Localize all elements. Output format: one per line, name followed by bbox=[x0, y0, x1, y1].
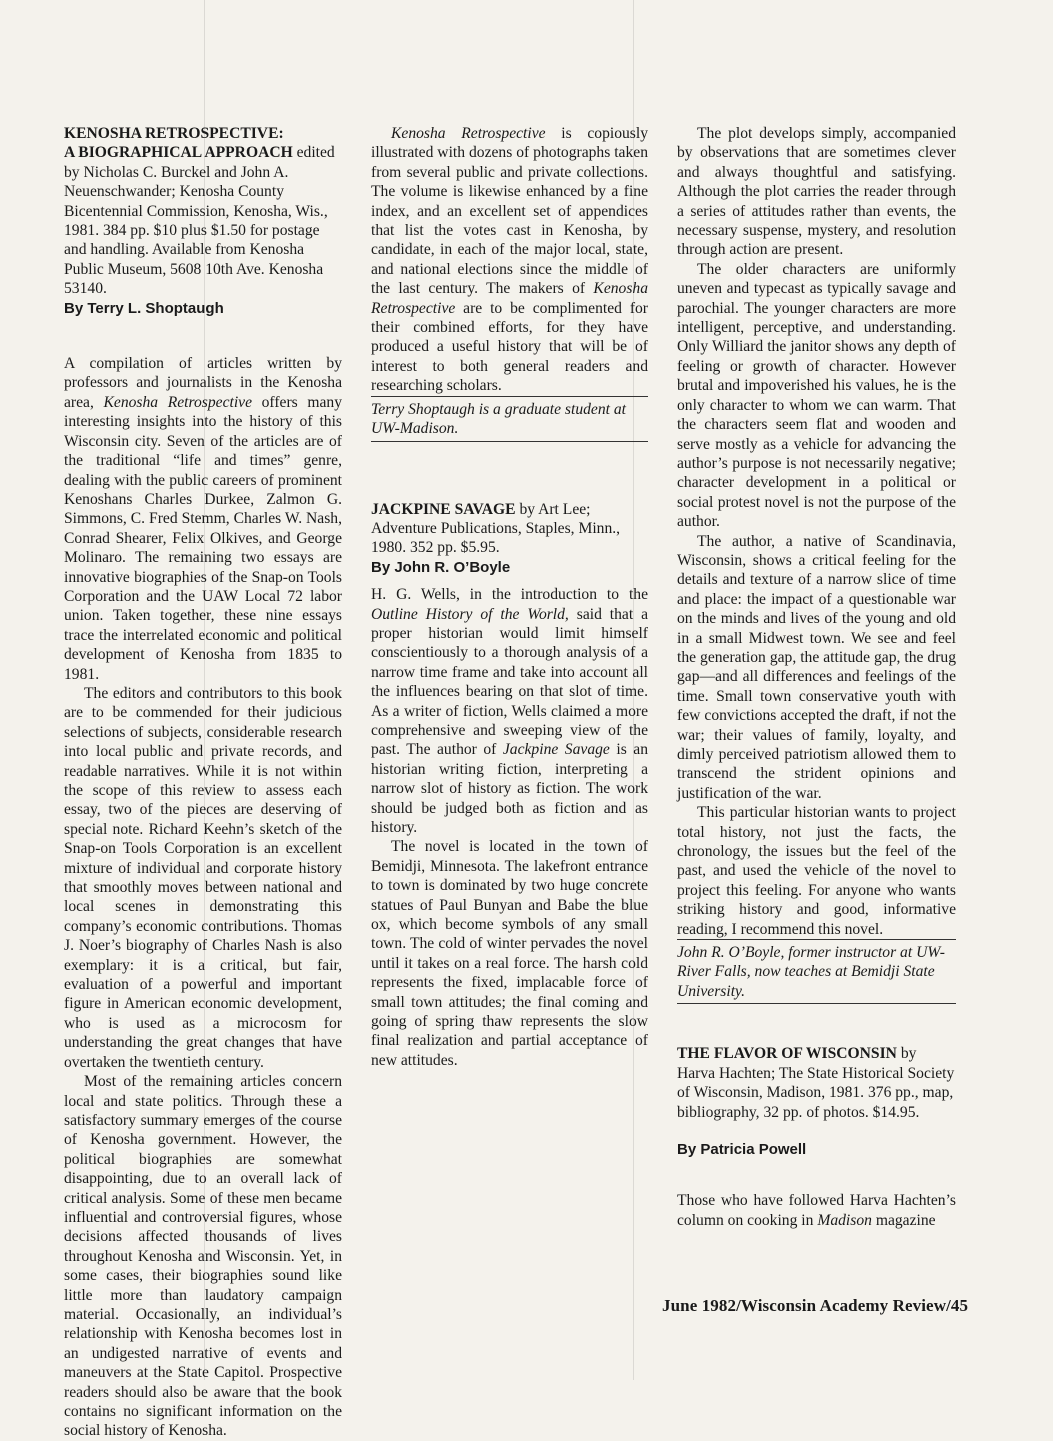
paragraph: A compilation of articles written by professors and journalists in the Kenosha area, Kenosha Retrospective offers many interesting insights into the history of this Wisconsin city. Seven of the articles are of the traditional “life and times” genre, dealing with the public careers of prominent Kenoshans Charles Durkee, Zalmon G. Simmons, C. Fred Stemm, Charles W. Nash, Conrad Shearer, Felix Olkives, and George Molinaro. The remaining two essays are innovative biographies of the Snap-on Tools Corporation and the UAW Local 72 labor union. Taken together, these nine essays trace the interrelated economic and political development of Kenosha from 1835 to 1981. bbox=[64, 355, 342, 683]
book-details: edited by Nicholas C. Burckel and John A. Neuenschwander; Kenosha County Bicentennial Commission, Kenosha, Wis., 1981. 384 pp. $10 plus $1.50 for postage and handling. Available from Kenosha Public Museum, 5608 10th Ave. Kenosha 53140. bbox=[64, 144, 335, 298]
book-title: A BIOGRAPHICAL APPROACH bbox=[64, 144, 293, 162]
reviewer-note: Terry Shoptaugh is a graduate student at UW-Madison. bbox=[371, 396, 648, 442]
book-details: by Harva Hachten; The State Historical Society of Wisconsin, Madison, 1981. 376 pp., map, bibliography, 32 pp. of photos. $14.95. bbox=[677, 1045, 955, 1121]
byline: By Terry L. Shoptaugh bbox=[64, 299, 224, 317]
paragraph: This particular historian wants to project total history, not just the facts, the chronology, the issues but the feel of the past, and used the vehicle of the novel to project this feeling. For anyone who wants striking history and good, informative reading, I recommend this novel. bbox=[677, 804, 956, 938]
book-title: THE FLAVOR OF WISCONSIN bbox=[677, 1045, 897, 1063]
byline: By John R. O’Boyle bbox=[371, 558, 511, 576]
column-3 bbox=[677, 124, 956, 1230]
paragraph: The novel is located in the town of Bemidji, Minnesota. The lakefront entrance to town is dominated by two huge concrete statues of Paul Bunyan and Babe the blue ox, which become symbols of any small town. The cold of winter pervades the novel until it takes on a real force. The harsh cold represents the fixed, implacable force of small town attitudes; the final coming and going of spring thaw represents the slow final realization and partial acceptance of new attitudes. bbox=[371, 838, 648, 1069]
book-details: by Art Lee; Adventure Publications, Staples, Minn., 1980. 352 pp. $5.95. bbox=[371, 500, 621, 557]
review-heading bbox=[371, 500, 648, 558]
column-1 bbox=[64, 124, 342, 1441]
paragraph: The older characters are uniformly uneven and typecast as typically savage and parochial. The younger characters are more intelligent, perceptive, and understanding. Only Williard the janitor shows any depth of feeling or growth of character. However brutal and impoverished his values, he is the only character to whom we can warm. That the characters seem flat and wooden and serve mostly as a vehicle for advancing the author’s purpose is not necessarily negative; character development in a political or social protest novel is not the purpose of the author. bbox=[677, 260, 956, 531]
paragraph: The editors and contributors to this book are to be commended for their judicious selections of subjects, considerable research into local public and private records, and readable narratives. While it is not within the scope of this review to assess each essay, two of the pieces are deserving of special note. Richard Keehn’s sketch of the Snap-on Tools Corporation is an excellent mixture of individual and corporate history that smoothly moves between national and local scenes in demonstrating this company’s economic contributions. Thomas J. Noer’s biography of Charles Nash is also exemplary: it is a critical, but fair, evaluation of a powerful and important figure in American economic development, who is used as a microcosm for understanding the great changes that have overtaken the twentieth century. bbox=[64, 684, 342, 1071]
book-title: KENOSHA RETROSPECTIVE: bbox=[64, 125, 284, 142]
book-title: JACKPINE SAVAGE bbox=[371, 500, 516, 518]
review-heading bbox=[64, 124, 342, 299]
review-heading bbox=[677, 1044, 956, 1122]
page-footer: June 1982/Wisconsin Academy Review/45 bbox=[662, 1296, 969, 1315]
column-2 bbox=[371, 124, 648, 1070]
paragraph: The plot develops simply, accompanied by observations that are sometimes clever and always thoughtful and satisfying. Although the plot carries the reader through a series of attitudes rather than events, the necessary suspense, mystery, and resolution through action are present. bbox=[677, 125, 956, 259]
byline: By Patricia Powell bbox=[677, 1140, 807, 1158]
reviewer-note: John R. O’Boyle, former instructor at UW-River Falls, now teaches at Bemidji State University. bbox=[677, 939, 956, 1004]
paragraph: Kenosha Retrospective is copiously illustrated with dozens of photographs taken from several public and private collections. The volume is likewise enhanced by a fine index, and an excellent set of appendices that list the votes cast in Kenosha, by candidate, in each of the major local, state, and national elections since the middle of the last century. The makers of Kenosha Retrospective are to be complimented for their combined efforts, for they have produced a useful history that will be of interest to both general readers and researching scholars. bbox=[371, 125, 648, 395]
paragraph: Most of the remaining articles concern local and state politics. Through these a satisfactory summary emerges of the course of Kenosha government. However, the political biographies are somewhat disappointing, due to an overall lack of critical analysis. Some of these men became influential and controversial figures, whose decisions affected thousands of lives throughout Kenosha and Wisconsin. Yet, in some cases, their biographies sound like little more than laudatory campaign material. Occasionally, an individual’s relationship with Kenosha becomes lost in an undigested narrative of events and maneuvers at the State Capitol. Prospective readers should also be aware that the book contains no significant information on the social history of Kenosha. bbox=[64, 1073, 342, 1440]
paragraph: The author, a native of Scandinavia, Wisconsin, shows a critical feeling for the details and texture of a narrow slice of time and place: the impact of a questionable war on the minds and lives of the young and old in a small Midwest town. We see and feel the generation gap, the attitude gap, the drug gap—and all differences and feelings of the time. Small town conservative youth with few convictions accepted the draft, if not the war; their values of family, loyalty, and dimly perceived patriotism allowed them to transcend the strident opinions and justification of the war. bbox=[677, 532, 956, 802]
paragraph: Those who have followed Harva Hachten’s column on cooking in Madison magazine bbox=[677, 1192, 956, 1229]
paragraph: H. G. Wells, in the introduction to the Outline History of the World, said that a proper historian would limit himself conscientiously to a thorough analysis of a narrow time frame and take into account all the influences bearing on that slot of time. As a writer of fiction, Wells claimed a more comprehensive and sweeping view of the past. The author of Jackpine Savage is an historian writing fiction, interpreting a narrow slot of history as fiction. The work should be judged both as fiction and as history. bbox=[371, 586, 649, 836]
